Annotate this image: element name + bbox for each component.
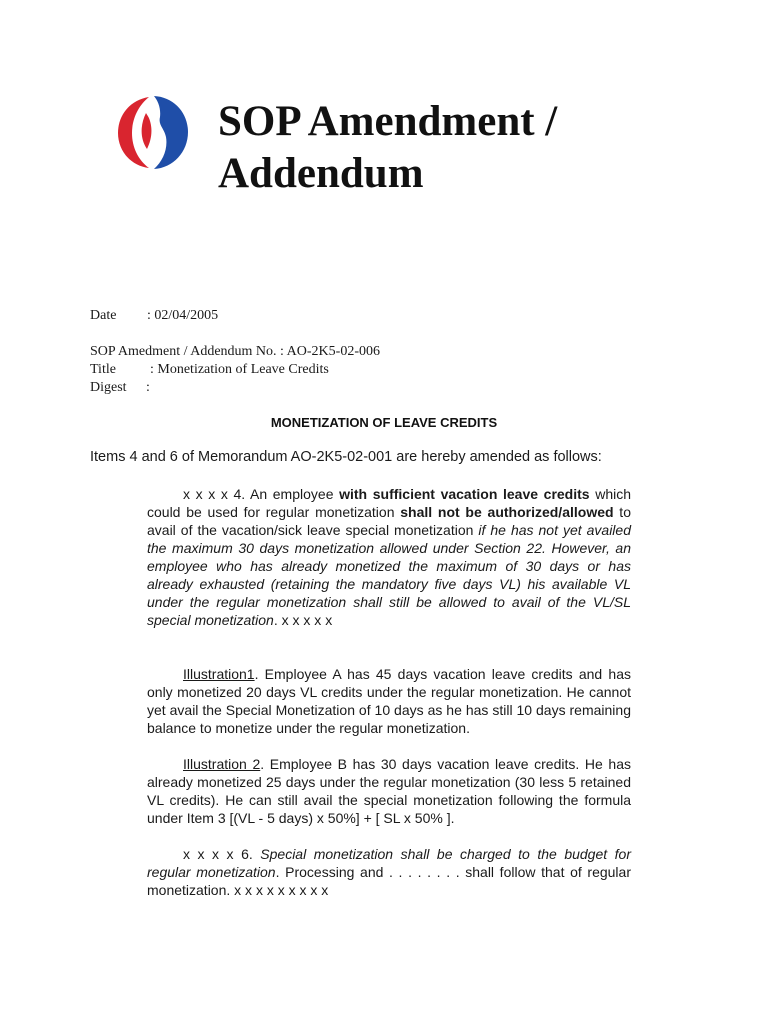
item-4-paragraph: [147, 485, 631, 629]
illustration-2-text: . Employee B has 30 days vacation leave credits. He has already monetized 25 days under the regular monetization (30 less 5 retained VL credits). He can still avail the special monetization following the formula under Item 3 [(VL - 5 days) x 50%] + [ SL x 50% ].: [147, 756, 631, 826]
item-4-text-1: which could be used for regular monetization: [147, 486, 631, 520]
addendum-value: : AO-2K5-02-006: [280, 344, 380, 359]
item-4-prefix: x x x x 4. An employee: [183, 486, 340, 502]
logo-white-line: [152, 103, 158, 161]
item-6-italic: Special monetization shall be charged to the budget for regular monetization: [147, 846, 631, 880]
intro-paragraph: Items 4 and 6 of Memorandum AO-2K5-02-001 are hereby amended as follows:: [90, 449, 602, 465]
addendum-label: SOP Amedment / Addendum No.: [90, 344, 277, 359]
date-row: [90, 307, 218, 325]
item-4-bold-1: with sufficient vacation leave credits: [339, 486, 590, 502]
logo-red-drop: [142, 113, 152, 149]
item-4-text-2: to avail of the vacation/sick leave special monetization: [147, 504, 631, 538]
date-label: Date: [90, 308, 117, 323]
item-6-paragraph: [147, 845, 631, 899]
illustration-1-label: Illustration1: [183, 666, 255, 682]
title-line-2: Addendum: [218, 150, 424, 197]
company-logo: [116, 93, 190, 171]
item-6-prefix: x x x x 6.: [183, 846, 261, 862]
logo-blue-mark: [154, 96, 188, 169]
title-value: : Monetization of Leave Credits: [150, 362, 329, 377]
digest-row: [90, 379, 150, 397]
document-title: [218, 96, 557, 200]
title-label: Title: [90, 362, 116, 377]
item-6-text: . Processing and . . . . . . . . shall follow that of regular monetization. x x x x x x x x x: [147, 864, 631, 898]
section-heading: MONETIZATION OF LEAVE CREDITS: [270, 415, 498, 430]
item-4-suffix: . x x x x x: [273, 612, 333, 628]
digest-value: :: [146, 380, 150, 395]
illustration-2-paragraph: [147, 755, 631, 827]
illustration-1-text: . Employee A has 45 days vacation leave credits and has only monetized 20 days VL credits under the regular monetization. He cannot yet avail the Special Monetization of 10 days as he has still 10 days remaining balance to monetize under the regular monetization.: [147, 666, 631, 736]
illustration-2-label: Illustration 2: [183, 756, 261, 772]
item-4-italic: if he has not yet availed the maximum 30 days monetization allowed under Section 22. However, an employee who has already monetized the maximum of 30 days or has already exhausted (retaining the mandatory five days VL) his available VL under the regular monetization shall still be allowed to avail of the VL/SL special monetization: [147, 522, 631, 628]
title-line-1: SOP Amendment /: [218, 98, 558, 145]
date-value: : 02/04/2005: [147, 308, 219, 323]
item-4-bold-2: shall not be authorized/allowed: [400, 504, 614, 520]
addendum-row: [90, 343, 380, 361]
title-row: [90, 361, 329, 379]
illustration-1-paragraph: [147, 665, 631, 737]
digest-label: Digest: [90, 380, 127, 395]
